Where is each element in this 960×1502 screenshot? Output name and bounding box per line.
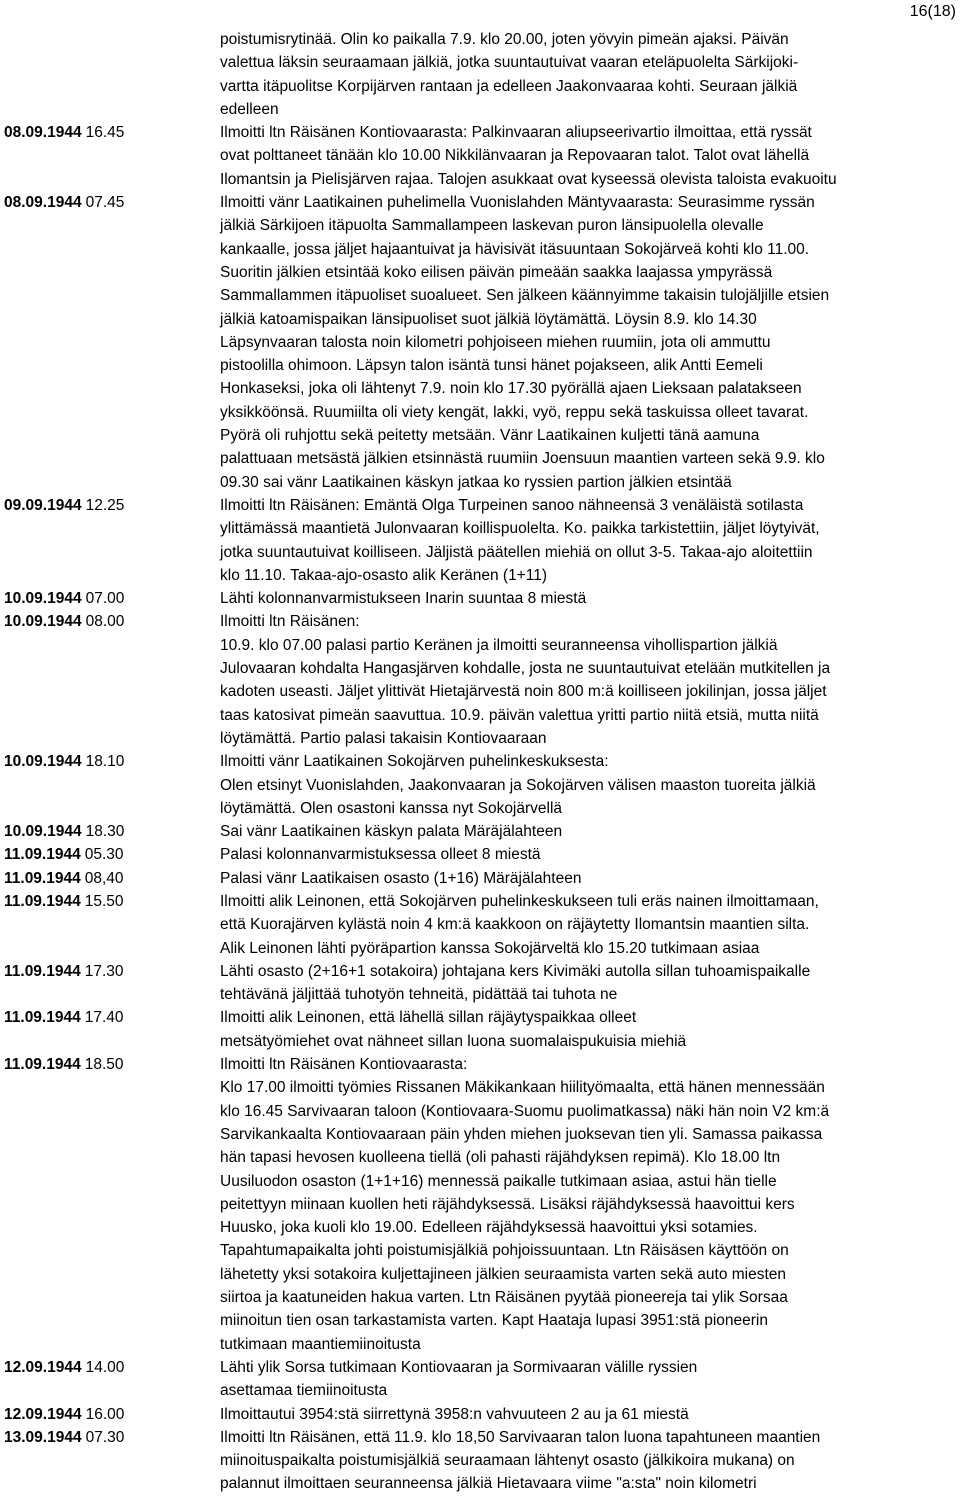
entry-time: 17.40	[84, 1009, 124, 1027]
entry-text: Ilmoitti vänr Laatikainen puhelimella Vuonislahden Mäntyvaarasta: Seurasimme ryssän jälkiä Särkijoen itäpuolta Sammallampeen laskevan puron länsipuolella olevalle kankaalle, jossa jäljet hajaantuivat ja hävisivät itäsuuntaan Sokojärveä kohti klo 11.00. Suoritin jälkien etsintää koko eilisen päivän pimeään saakka laajassa ympyrässä Sammallammen itäpuoliset suoalueet. Sen jälkeen käännyimme takaisin tulojäljille etsien jälkiä katoamispaikan länsipuoliset suot jälkiä löytämättä. Löysin 8.9. klo 14.30 Läpsynvaaran talosta noin kilometri pohjoiseen miehen ruumiin, jota oli ammuttu pistoolilla ohimoon. Läpsyn talon isäntä tunsi hänet pojakseen, alik Antti Eemeli Honkaseksi, joka oli lähtenyt 7.9. noin klo 17.30 pyörällä ajaen Lieksaan palatakseen yksikköönsä. Ruumiilta oli viety kengät, lakki, vyö, reppu sekä taskuissa olleet tavarat. Pyörä oli ruhjottu sekä peitetty metsään. Vänr Laatikainen kuljetti tänä aamuna palattuaan metsästä jälkien etsinnästä ruumiin Joensuun maantien varteen sekä 9.9. klo 09.30 sai vänr Laatikainen käskyn jatkaa ko ryssien partion jälkien etsintää	[220, 194, 830, 491]
entry-date: 12.09.1944	[4, 1405, 82, 1423]
entry-datetime	[0, 820, 220, 843]
entry-time: 07.45	[85, 194, 125, 212]
entry-text: Ilmoittautui 3954:stä siirrettynä 3958:n vahvuuteen 2 au ja 61 miestä	[220, 1405, 689, 1423]
entry-datetime	[0, 843, 220, 866]
entry-time: 08.00	[85, 613, 125, 631]
entry-time: 16.00	[85, 1405, 125, 1423]
entry-text: Sai vänr Laatikainen käskyn palata Märäjälahteen	[220, 823, 563, 841]
entry-date: 10.09.1944	[4, 613, 82, 631]
entry-date: 08.09.1944	[4, 194, 82, 212]
entry-time: 07.30	[85, 1428, 125, 1446]
entry-text: Ilmoitti ltn Räisänen Kontiovaarasta: Palkinvaaran aliupseerivartio ilmoittaa, että ryssät ovat polttaneet tänään klo 10.00 Nikkilänvaaran ja Repovaaran talot. Talot ovat lähellä Ilomantsin ja Pielisjärven rajaa. Talojen asukkaat ovat kyseessä olevista taloista evakuoitu	[220, 124, 837, 188]
diary-entry	[0, 28, 960, 121]
entry-datetime	[0, 1006, 220, 1029]
entry-date: 11.09.1944	[4, 1009, 81, 1027]
diary-entry	[0, 867, 960, 890]
entry-text: Lähti osasto (2+16+1 sotakoira) johtajana kers Kivimäki autolla sillan tuhoamispaikalle tehtävänä jäljittää tuhotyön tehneitä, pidättää tai tuhota ne	[220, 962, 811, 1004]
entry-date: 10.09.1944	[4, 753, 82, 771]
diary-entry	[0, 750, 960, 820]
entry-date: 13.09.1944	[4, 1428, 82, 1446]
diary-entry	[0, 960, 960, 1007]
entry-text: Ilmoitti alik Leinonen, että lähellä sillan räjäytyspaikkaa olleet metsätyömiehet ovat nähneet sillan luona suomalaispukuisia miehiä	[220, 1009, 687, 1050]
diary-entry	[0, 121, 960, 191]
entry-datetime	[0, 610, 220, 633]
diary-entry	[0, 191, 960, 494]
entry-datetime	[0, 121, 220, 144]
entry-date: 09.09.1944	[4, 496, 82, 514]
entry-text: Ilmoitti ltn Räisänen: Emäntä Olga Turpeinen sanoo nähneensä 3 venäläistä sotilasta ylittämässä maantietä Julonvaaran koillispuolelta. Ko. paikka tarkistettiin, jäljet löytyivät, jotka suuntautuivat koilliseen. Jäljistä päätellen miehiä on ollut 3-5. Takaa-ajo aloitettiin klo 11.10. Takaa-ajo-osasto alik Keränen (1+11)	[220, 496, 820, 584]
entry-datetime	[0, 587, 220, 610]
diary-entry	[0, 1426, 960, 1496]
entry-date: 11.09.1944	[4, 846, 81, 864]
entry-date: 11.09.1944	[4, 869, 81, 887]
diary-entry	[0, 843, 960, 866]
entry-text: Ilmoitti vänr Laatikainen Sokojärven puhelinkeskuksesta: Olen etsinyt Vuonislahden, Jaakonvaaran ja Sokojärven välisen maaston tuoreita jälkiä löytämättä. Olen osastoni kanssa nyt Sokojärvellä	[220, 753, 816, 817]
entry-datetime	[0, 890, 220, 913]
entry-time: 18.10	[85, 753, 125, 771]
entry-date: 11.09.1944	[4, 962, 81, 980]
entry-datetime	[0, 28, 220, 51]
diary-entry	[0, 1356, 960, 1403]
diary-entry	[0, 494, 960, 587]
entry-time: 07.00	[85, 590, 125, 608]
entry-text: Lähti ylik Sorsa tutkimaan Kontiovaaran ja Sormivaaran välille ryssien asettamaa tiemiinoitusta	[220, 1358, 698, 1400]
diary-entry	[0, 890, 960, 960]
entry-time: 14.00	[85, 1358, 125, 1376]
entry-datetime	[0, 960, 220, 983]
entry-datetime	[0, 750, 220, 773]
entry-time: 15.50	[84, 892, 124, 910]
entry-time: 18.50	[84, 1056, 124, 1074]
entry-datetime	[0, 191, 220, 214]
entry-text: Ilmoitti ltn Räisänen Kontiovaarasta: Klo 17.00 ilmoitti työmies Rissanen Mäkikankaan hiilityömaalta, että hänen mennessään klo 16.45 Sarvivaaran taloon (Kontiovaara-Suomu puolimatkassa) näki hän noin V2 km:ä Sarvikankaalta Kontiovaaraan päin yhden miehen juoksevan tien yli. Samassa paikassa hän tapasi hevosen kuolleena tiellä (oli pahasti räjähdyksen repimä). Klo 18.00 ltn Uusiluodon osaston (1+1+16) mennessä paikalle tutkimaan asiaa, astui hän tielle peitettyyn miinaan kuollen heti räjähdyksessä. Lisäksi räjähdyksessä haavoittui kers Huusko, joka kuoli klo 19.00. Edelleen räjähdyksessä haavoittui yksi sotamies. Tapahtumapaikalta johti poistumisjälkiä pohjoissuuntaan. Ltn Räisäsen käyttöön on lähetetty yksi sotakoira kuljettajineen jälkien seuraamista varten sekä auto miesten siirtoa ja kaatuneiden hakua varten. Ltn Räisänen pyytää pioneereja tai ylik Sorsaa miinoitun tien osan tarkastamista varten. Kapt Haataja lupasi 3951:stä pioneerin tutkimaan maantiemiinoitusta	[220, 1056, 830, 1353]
entry-date: 12.09.1944	[4, 1358, 82, 1376]
entry-datetime	[0, 1356, 220, 1379]
diary-entry	[0, 610, 960, 750]
entry-datetime	[0, 867, 220, 890]
entry-datetime	[0, 1053, 220, 1076]
entry-datetime	[0, 1403, 220, 1426]
entry-text: Palasi vänr Laatikaisen osasto (1+16) Märäjälahteen	[220, 869, 582, 887]
entry-date: 10.09.1944	[4, 590, 82, 608]
diary-entry	[0, 1006, 960, 1053]
entry-time: 17.30	[84, 962, 124, 980]
diary-entry	[0, 1403, 960, 1426]
entry-datetime	[0, 494, 220, 517]
entry-time: 05.30	[84, 846, 124, 864]
diary-entry	[0, 1053, 960, 1356]
entry-text: poistumisrytinää. Olin ko paikalla 7.9. klo 20.00, joten yövyin pimeän ajaksi. Päivän valettua läksin seuraamaan jälkiä, jotka suuntautuivat vaaran eteläpuolelta Särkijoki- vartta itäpuolitse Korpijärven rantaan ja edelleen Jaakonvaaraa kohti. Seuraan jälkiä edelleen	[220, 31, 799, 118]
entry-datetime	[0, 1426, 220, 1449]
entry-text: Ilmoitti alik Leinonen, että Sokojärven puhelinkeskukseen tuli eräs nainen ilmoittamaan, että Kuorajärven kylästä noin 4 km:ä kaakkoon on räjäytetty Ilomantsin maantien silta. Alik Leinonen lähti pyöräpartion kanssa Sokojärveltä klo 15.20 tutkimaan asiaa	[220, 892, 819, 957]
entry-time: 12.25	[85, 496, 125, 514]
entry-text: Ilmoitti ltn Räisänen: 10.9. klo 07.00 palasi partio Keränen ja ilmoitti seuranneensa vihollispartion jälkiä Julovaaran kohdalta Hangasjärven kohdalle, josta ne suuntautuivat etelään mutkitellen ja kadoten useasti. Jäljet ylittivät Hietajärvestä noin 800 m:ä koilliseen jokilinjan, jossa jäljet taas katosivat pimeän saavuttua. 10.9. päivän valettua yritti partio niitä etsiä, mutta niitä löytämättä. Partio palasi takaisin Kontiovaaraan	[220, 613, 831, 747]
page-number: 16(18)	[909, 3, 956, 20]
entry-time: 08,40	[84, 869, 124, 887]
entry-date: 10.09.1944	[4, 823, 82, 841]
entry-text: Lähti kolonnanvarmistukseen Inarin suuntaa 8 miestä	[220, 590, 587, 608]
entry-date: 11.09.1944	[4, 1056, 81, 1074]
war-diary-entries	[0, 28, 960, 1496]
diary-entry	[0, 820, 960, 843]
diary-entry	[0, 587, 960, 610]
entry-time: 16.45	[85, 124, 125, 142]
entry-date: 08.09.1944	[4, 124, 82, 142]
entry-text: Palasi kolonnanvarmistuksessa olleet 8 miestä	[220, 846, 541, 864]
entry-date: 11.09.1944	[4, 892, 81, 910]
entry-text: Ilmoitti ltn Räisänen, että 11.9. klo 18,50 Sarvivaaran talon luona tapahtuneen maantien miinoituspaikalta poistumisjälkiä seuraamaan lähtenyt osasto (jälkikoira mukana) on palannut ilmoittaen seuranneensa jälkiä Hietavaara viime "a:sta" noin kilometri	[220, 1428, 821, 1493]
entry-time: 18.30	[85, 823, 125, 841]
